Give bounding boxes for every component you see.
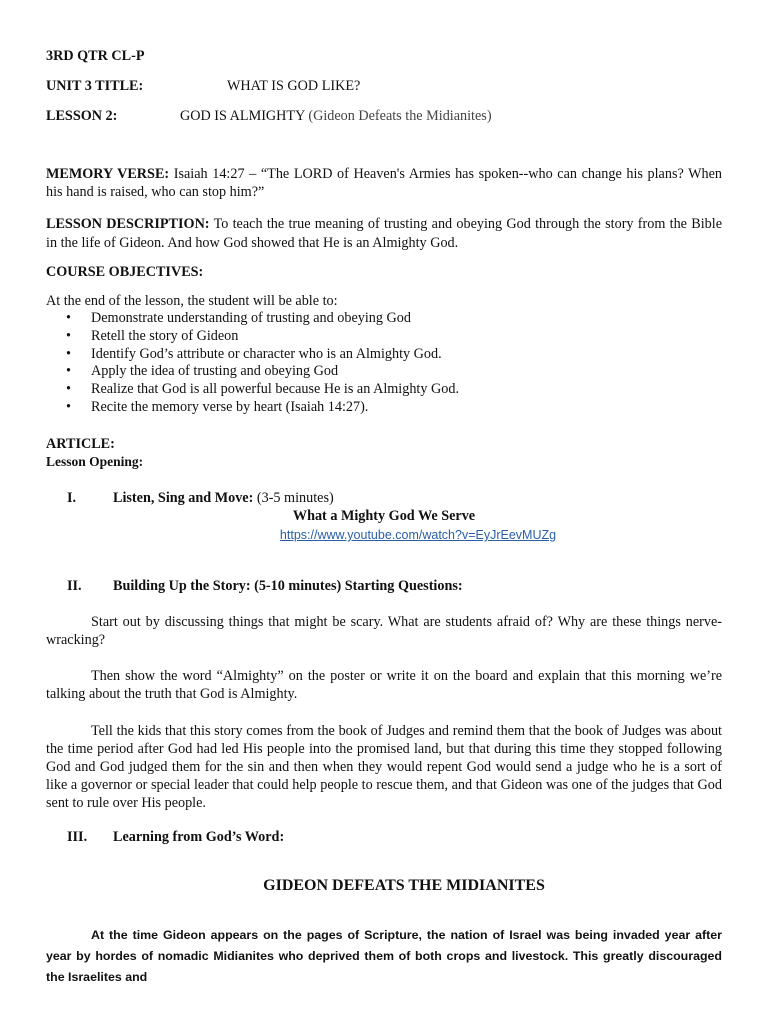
story-title: GIDEON DEFEATS THE MIDIANITES <box>263 877 545 894</box>
lesson-description-text: To teach the true meaning of trusting and obeying God through the story from the Bible in the life of Gideon. And how God showed that He is an Almighty God. <box>46 216 723 251</box>
lesson-description-label: LESSON DESCRIPTION: <box>46 216 210 232</box>
paragraph-almighty: Then show the word “Almighty” on the poster or write it on the board and explain that this morning we’re talking about the truth that God is Almighty. <box>46 668 722 702</box>
quarter-label: 3RD QTR CL-P <box>46 48 145 64</box>
section-2-title: Building Up the Story: (5-10 minutes) Starting Questions: <box>113 578 463 594</box>
memory-verse-label: MEMORY VERSE: <box>46 166 170 182</box>
song-title: What a Mighty God We Serve <box>292 508 476 524</box>
story-paragraph: At the time Gideon appears on the pages of Scripture, the nation of Israel was being invaded year after year by hordes of nomadic Midianites who deprived them of both crops and livestock. This greatly discouraged the Israelites and <box>46 928 722 984</box>
section-2-number: II. <box>67 578 82 594</box>
objective-item: • Realize that God is all powerful because He is an Almighty God. <box>46 381 726 399</box>
section-1-title: Listen, Sing and Move: <box>113 490 254 506</box>
memory-verse <box>46 165 722 201</box>
section-1-number: I. <box>67 490 77 506</box>
objective-item: • Retell the story of Gideon <box>46 328 726 346</box>
paragraph-judges: Tell the kids that this story comes from the book of Judges and remind them that the book of Judges was about the time period after God had led His people into the promised land, but that during this time they stopped following God and God judged them for the sin and then when they would repent God would send a judge who he is a sort of like a governor or special leader that could help people to rescue them, and that Gideon was one of the judges that God sent to rule over His people. <box>46 723 722 811</box>
lesson-label: LESSON 2: <box>46 108 118 124</box>
lesson-title: GOD IS ALMIGHTY <box>180 108 305 124</box>
song-link[interactable]: https://www.youtube.com/watch?v=EyJrEevMUZg <box>279 528 557 542</box>
objectives-heading: COURSE OBJECTIVES: <box>46 264 204 280</box>
section-1-time: (3-5 minutes) <box>253 490 334 506</box>
objectives-list <box>46 310 726 417</box>
objective-item: • Demonstrate understanding of trusting and obeying God <box>46 310 726 328</box>
unit-title: WHAT IS GOD LIKE? <box>227 78 361 94</box>
objective-item: • Recite the memory verse by heart (Isaiah 14:27). <box>46 399 726 417</box>
section-3-title: Learning from God’s Word: <box>113 829 285 845</box>
objectives-intro: At the end of the lesson, the student will be able to: <box>46 293 338 309</box>
unit-label: UNIT 3 TITLE: <box>46 78 144 94</box>
paragraph-scary: Start out by discussing things that might be scary. What are students afraid of? Why are these things nerve-wracking? <box>46 614 722 648</box>
article-heading: ARTICLE: <box>46 436 115 452</box>
lesson-subtitle: (Gideon Defeats the Midianites) <box>308 108 492 124</box>
lesson-title-line <box>180 108 492 125</box>
objective-item: • Identify God’s attribute or character who is an Almighty God. <box>46 346 726 364</box>
lesson-description <box>46 215 722 253</box>
memory-verse-text: Isaiah 14:27 – “The LORD of Heaven's Armies has spoken--who can change his plans? When his hand is raised, who can stop him?” <box>46 166 722 200</box>
objective-item: • Apply the idea of trusting and obeying God <box>46 363 726 381</box>
song-link-wrap <box>0 527 768 544</box>
lesson-opening-heading: Lesson Opening: <box>46 454 144 469</box>
section-3-number: III. <box>67 829 88 845</box>
section-1-heading <box>113 490 334 507</box>
